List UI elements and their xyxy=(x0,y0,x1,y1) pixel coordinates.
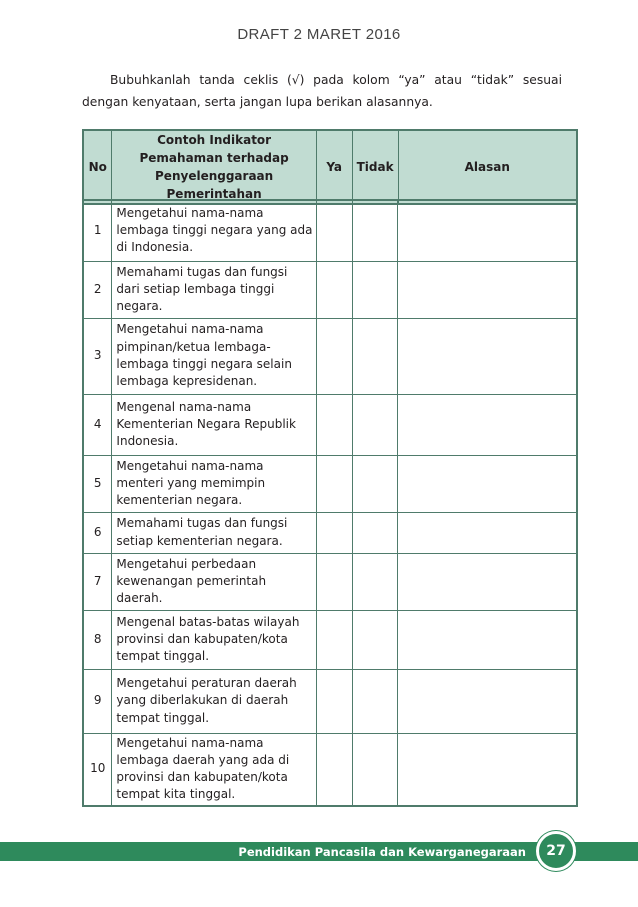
row-number: 2 xyxy=(83,261,112,318)
col-header-tidak: Tidak xyxy=(352,130,398,204)
row-number: 1 xyxy=(83,200,112,261)
tidak-check-cell[interactable] xyxy=(352,610,398,669)
tidak-check-cell[interactable] xyxy=(352,733,398,806)
tidak-check-cell[interactable] xyxy=(352,394,398,455)
alasan-cell[interactable] xyxy=(398,669,577,733)
tidak-check-cell[interactable] xyxy=(352,512,398,553)
table-row xyxy=(83,553,577,610)
ya-check-cell[interactable] xyxy=(316,610,352,669)
row-number: 4 xyxy=(83,394,112,455)
alasan-cell[interactable] xyxy=(398,200,577,261)
tidak-check-cell[interactable] xyxy=(352,261,398,318)
row-indicator: Mengetahui nama-nama lembaga daerah yang ada di provinsi dan kabupaten/kota tempat kita tinggal. xyxy=(112,733,316,806)
page-number: 27 xyxy=(536,831,576,871)
row-number: 10 xyxy=(83,733,112,806)
row-number: 3 xyxy=(83,318,112,394)
alasan-cell[interactable] xyxy=(398,610,577,669)
draft-header: DRAFT 2 MARET 2016 xyxy=(237,26,401,43)
ya-check-cell[interactable] xyxy=(316,553,352,610)
row-number: 8 xyxy=(83,610,112,669)
ya-check-cell[interactable] xyxy=(316,318,352,394)
alasan-cell[interactable] xyxy=(398,512,577,553)
table-row xyxy=(83,512,577,553)
table-header xyxy=(82,129,578,205)
row-indicator: Memahami tugas dan fungsi dari setiap lembaga tinggi negara. xyxy=(112,261,316,318)
row-indicator: Mengetahui nama-nama lembaga tinggi negara yang ada di Indonesia. xyxy=(112,200,316,261)
alasan-cell[interactable] xyxy=(398,261,577,318)
col-header-alasan: Alasan xyxy=(398,130,577,204)
row-number: 7 xyxy=(83,553,112,610)
col-header-indicator: Contoh Indikator Pemahaman terhadap Penyelenggaraan Pemerintahan xyxy=(112,130,316,204)
alasan-cell[interactable] xyxy=(398,553,577,610)
row-indicator: Mengenal nama-nama Kementerian Negara Republik Indonesia. xyxy=(112,394,316,455)
tidak-check-cell[interactable] xyxy=(352,200,398,261)
ya-check-cell[interactable] xyxy=(316,733,352,806)
row-number: 9 xyxy=(83,669,112,733)
row-number: 6 xyxy=(83,512,112,553)
table-row xyxy=(83,733,577,806)
col-header-no: No xyxy=(83,130,112,204)
alasan-cell[interactable] xyxy=(398,394,577,455)
alasan-cell[interactable] xyxy=(398,318,577,394)
row-indicator: Mengetahui peraturan daerah yang diberlakukan di daerah tempat tinggal. xyxy=(112,669,316,733)
tidak-check-cell[interactable] xyxy=(352,318,398,394)
checklist-table xyxy=(82,199,578,807)
row-indicator: Mengenal batas-batas wilayah provinsi dan kabupaten/kota tempat tinggal. xyxy=(112,610,316,669)
alasan-cell[interactable] xyxy=(398,455,577,512)
alasan-cell[interactable] xyxy=(398,733,577,806)
ya-check-cell[interactable] xyxy=(316,261,352,318)
row-indicator: Memahami tugas dan fungsi setiap kementerian negara. xyxy=(112,512,316,553)
tidak-check-cell[interactable] xyxy=(352,455,398,512)
row-indicator: Mengetahui nama-nama menteri yang memimpin kementerian negara. xyxy=(112,455,316,512)
col-header-ya: Ya xyxy=(316,130,352,204)
table-row xyxy=(83,261,577,318)
ya-check-cell[interactable] xyxy=(316,200,352,261)
table-row xyxy=(83,669,577,733)
row-indicator: Mengetahui perbedaan kewenangan pemerintah daerah. xyxy=(112,553,316,610)
footer-book-title: Pendidikan Pancasila dan Kewarganegaraan xyxy=(238,845,526,859)
ya-check-cell[interactable] xyxy=(316,455,352,512)
table-row xyxy=(83,455,577,512)
table-row xyxy=(83,200,577,261)
instruction-text: Bubuhkanlah tanda ceklis (√) pada kolom “ya” atau “tidak” sesuai dengan kenyataan, serta jangan lupa berikan alasannya. xyxy=(82,73,562,109)
table-row xyxy=(83,610,577,669)
ya-check-cell[interactable] xyxy=(316,394,352,455)
row-indicator: Mengetahui nama-nama pimpinan/ketua lembaga-lembaga tinggi negara selain lembaga kepresidenan. xyxy=(112,318,316,394)
ya-check-cell[interactable] xyxy=(316,669,352,733)
tidak-check-cell[interactable] xyxy=(352,553,398,610)
tidak-check-cell[interactable] xyxy=(352,669,398,733)
table-row xyxy=(83,394,577,455)
ya-check-cell[interactable] xyxy=(316,512,352,553)
row-number: 5 xyxy=(83,455,112,512)
table-row xyxy=(83,318,577,394)
